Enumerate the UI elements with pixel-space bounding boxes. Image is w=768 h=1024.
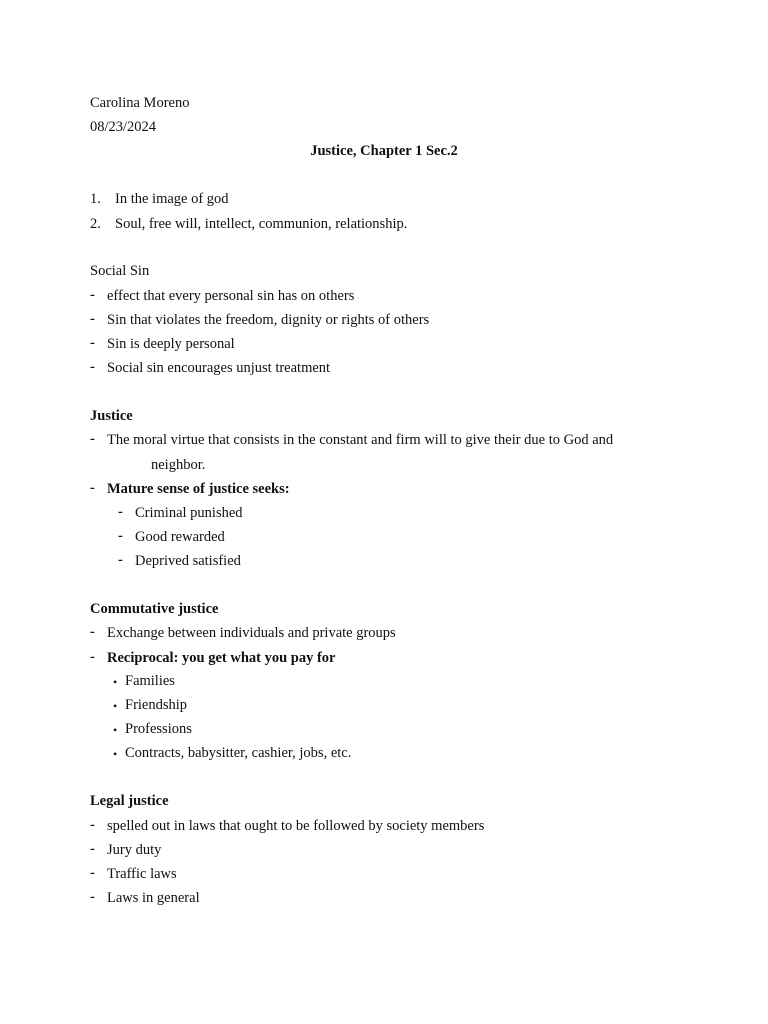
dash-bullet: -	[118, 552, 123, 568]
dash-bullet: -	[90, 335, 95, 351]
dash-bullet: -	[90, 865, 95, 881]
justice-seeks-label: Mature sense of justice seeks:	[107, 481, 290, 497]
list-item: Exchange between individuals and private groups	[107, 625, 396, 641]
sub-list-item: Criminal punished	[135, 505, 243, 521]
dot-bullet: •	[113, 723, 118, 737]
document-date: 08/23/2024	[90, 119, 157, 135]
dash-bullet: -	[118, 504, 123, 520]
justice-definition-continued: neighbor.	[151, 457, 206, 473]
dot-bullet: •	[113, 675, 118, 689]
dash-bullet: -	[90, 649, 95, 665]
dash-bullet: -	[90, 889, 95, 905]
author-name: Carolina Moreno	[90, 95, 190, 111]
dash-bullet: -	[90, 817, 95, 833]
section-heading-legal: Legal justice	[90, 793, 169, 809]
list-item: Sin is deeply personal	[107, 336, 235, 352]
dot-bullet: •	[113, 699, 118, 713]
section-heading-commutative: Commutative justice	[90, 601, 219, 617]
numbered-marker: 2.	[90, 216, 101, 232]
dash-bullet: -	[90, 431, 95, 447]
section-heading-social-sin: Social Sin	[90, 263, 150, 279]
list-item: Social sin encourages unjust treatment	[107, 360, 331, 376]
document-title: Justice, Chapter 1 Sec.2	[310, 143, 458, 159]
numbered-item: Soul, free will, intellect, communion, relationship.	[115, 216, 408, 232]
list-item: Reciprocal: you get what you pay for	[107, 650, 336, 666]
list-item: Traffic laws	[107, 866, 177, 882]
sub-list-item: Friendship	[125, 697, 188, 713]
dash-bullet: -	[90, 311, 95, 327]
list-item: effect that every personal sin has on others	[107, 288, 355, 304]
dash-bullet: -	[90, 287, 95, 303]
numbered-marker: 1.	[90, 191, 101, 207]
sub-list-item: Good rewarded	[135, 529, 225, 545]
list-item: spelled out in laws that ought to be followed by society members	[107, 818, 485, 834]
dash-bullet: -	[90, 359, 95, 375]
sub-list-item: Families	[125, 673, 175, 689]
section-heading-justice: Justice	[90, 408, 133, 424]
list-item: Jury duty	[107, 842, 162, 858]
sub-list-item: Deprived satisfied	[135, 553, 241, 569]
sub-list-item: Contracts, babysitter, cashier, jobs, etc.	[125, 745, 352, 761]
dash-bullet: -	[118, 528, 123, 544]
dash-bullet: -	[90, 480, 95, 496]
sub-list-item: Professions	[125, 721, 192, 737]
justice-definition: The moral virtue that consists in the constant and firm will to give their due to God and	[107, 432, 614, 448]
numbered-item: In the image of god	[115, 191, 229, 207]
dash-bullet: -	[90, 624, 95, 640]
dot-bullet: •	[113, 747, 118, 761]
list-item: Sin that violates the freedom, dignity or rights of others	[107, 312, 430, 328]
list-item: Laws in general	[107, 890, 200, 906]
dash-bullet: -	[90, 841, 95, 857]
